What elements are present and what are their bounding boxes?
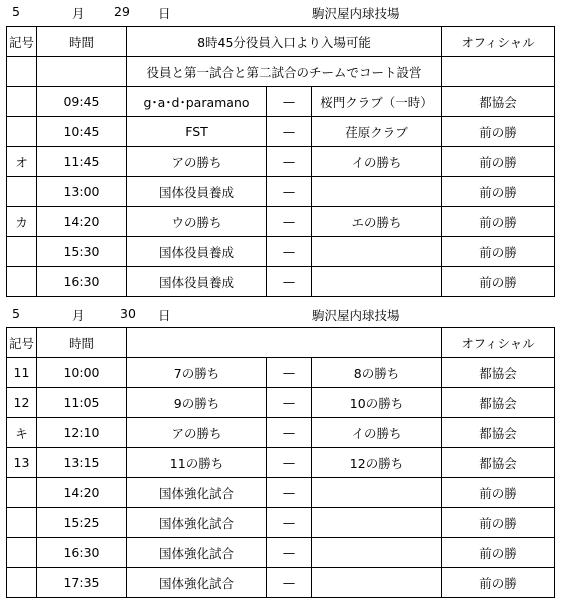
versus-dash: — <box>267 568 312 598</box>
versus-dash: — <box>267 358 312 388</box>
match-row <box>7 388 555 418</box>
code-cell <box>7 117 37 147</box>
column-header-official: オフィシャル <box>442 328 555 358</box>
team-a-cell: アの勝ち <box>127 418 267 448</box>
match-row <box>7 207 555 237</box>
team-a-cell: 9の勝ち <box>127 388 267 418</box>
day-header <box>0 0 563 24</box>
versus-dash: — <box>267 117 312 147</box>
time-cell: 11:05 <box>37 388 127 418</box>
versus-dash: — <box>267 267 312 297</box>
official-cell: 都協会 <box>442 87 555 117</box>
versus-dash: — <box>267 448 312 478</box>
official-cell: 前の勝 <box>442 237 555 267</box>
day-label: 日 <box>158 6 171 21</box>
versus-dash: — <box>267 177 312 207</box>
header-row <box>7 27 555 57</box>
versus-dash: — <box>267 388 312 418</box>
code-cell <box>7 538 37 568</box>
team-b-cell <box>312 478 442 508</box>
official-cell: 前の勝 <box>442 147 555 177</box>
code-cell <box>7 267 37 297</box>
team-b-cell: イの勝ち <box>312 418 442 448</box>
time-cell <box>37 57 127 87</box>
time-cell: 10:45 <box>37 117 127 147</box>
versus-dash: — <box>267 87 312 117</box>
month-number: 5 <box>12 4 20 19</box>
team-a-cell: 国体役員養成 <box>127 237 267 267</box>
code-cell: キ <box>7 418 37 448</box>
team-a-cell: 国体強化試合 <box>127 568 267 598</box>
setup-row <box>7 57 555 87</box>
code-cell: カ <box>7 207 37 237</box>
day-header <box>0 302 563 326</box>
versus-dash: — <box>267 508 312 538</box>
time-cell: 12:10 <box>37 418 127 448</box>
venue-name: 駒沢屋内球技場 <box>312 6 400 21</box>
team-b-cell: 8の勝ち <box>312 358 442 388</box>
entry-notice: 8時45分役員入口より入場可能 <box>127 27 442 57</box>
team-b-cell <box>312 177 442 207</box>
team-a-cell: g･a･d･paramano <box>127 87 267 117</box>
versus-dash: — <box>267 147 312 177</box>
team-a-cell: ウの勝ち <box>127 207 267 237</box>
team-a-cell: 国体強化試合 <box>127 478 267 508</box>
team-a-cell: 国体役員養成 <box>127 177 267 207</box>
official-cell: 前の勝 <box>442 568 555 598</box>
match-row <box>7 177 555 207</box>
official-cell: 都協会 <box>442 418 555 448</box>
official-cell: 都協会 <box>442 388 555 418</box>
column-header-time: 時間 <box>37 328 127 358</box>
code-cell: 12 <box>7 388 37 418</box>
match-row <box>7 267 555 297</box>
code-cell: 11 <box>7 358 37 388</box>
team-b-cell: 10の勝ち <box>312 388 442 418</box>
versus-dash: — <box>267 418 312 448</box>
code-cell <box>7 508 37 538</box>
time-cell: 14:20 <box>37 478 127 508</box>
time-cell: 16:30 <box>37 267 127 297</box>
column-header-code: 記号 <box>7 328 37 358</box>
column-header-time: 時間 <box>37 27 127 57</box>
match-row <box>7 237 555 267</box>
match-row <box>7 87 555 117</box>
match-row <box>7 358 555 388</box>
day-number: 30 <box>120 306 136 321</box>
team-a-cell: 7の勝ち <box>127 358 267 388</box>
code-cell <box>7 568 37 598</box>
team-a-cell: 11の勝ち <box>127 448 267 478</box>
time-cell: 16:30 <box>37 538 127 568</box>
time-cell: 14:20 <box>37 207 127 237</box>
team-b-cell: 12の勝ち <box>312 448 442 478</box>
official-cell: 前の勝 <box>442 267 555 297</box>
versus-dash: — <box>267 538 312 568</box>
column-header-official: オフィシャル <box>442 27 555 57</box>
official-cell: 前の勝 <box>442 117 555 147</box>
team-b-cell: 桜門クラブ（一時） <box>312 87 442 117</box>
team-a-cell: 国体役員養成 <box>127 267 267 297</box>
match-row <box>7 478 555 508</box>
match-row <box>7 538 555 568</box>
team-a-cell: 国体強化試合 <box>127 508 267 538</box>
team-b-cell: エの勝ち <box>312 207 442 237</box>
match-row <box>7 418 555 448</box>
setup-note: 役員と第一試合と第二試合のチームでコート設営 <box>127 57 442 87</box>
venue-name: 駒沢屋内球技場 <box>312 308 400 323</box>
code-cell: オ <box>7 147 37 177</box>
day-number: 29 <box>114 4 130 19</box>
code-cell <box>7 478 37 508</box>
schedule-table <box>6 26 555 297</box>
time-cell: 13:00 <box>37 177 127 207</box>
time-cell: 17:35 <box>37 568 127 598</box>
code-cell <box>7 237 37 267</box>
official-cell: 前の勝 <box>442 207 555 237</box>
team-b-cell <box>312 508 442 538</box>
time-cell: 09:45 <box>37 87 127 117</box>
team-a-cell: FST <box>127 117 267 147</box>
official-cell: 前の勝 <box>442 508 555 538</box>
official-cell: 前の勝 <box>442 478 555 508</box>
team-b-cell <box>312 237 442 267</box>
team-b-cell: イの勝ち <box>312 147 442 177</box>
team-b-cell <box>312 568 442 598</box>
team-a-cell: 国体強化試合 <box>127 538 267 568</box>
schedule-table <box>6 327 555 598</box>
month-label: 月 <box>72 308 85 323</box>
team-b-cell <box>312 267 442 297</box>
team-b-cell: 荏原クラブ <box>312 117 442 147</box>
month-number: 5 <box>12 306 20 321</box>
time-cell: 13:15 <box>37 448 127 478</box>
versus-dash: — <box>267 237 312 267</box>
time-cell: 10:00 <box>37 358 127 388</box>
team-a-cell: アの勝ち <box>127 147 267 177</box>
match-row <box>7 147 555 177</box>
match-row <box>7 448 555 478</box>
entry-notice <box>127 328 442 358</box>
column-header-code: 記号 <box>7 27 37 57</box>
team-b-cell <box>312 538 442 568</box>
official-cell: 前の勝 <box>442 538 555 568</box>
official-cell: 前の勝 <box>442 177 555 207</box>
official-cell <box>442 57 555 87</box>
match-row <box>7 508 555 538</box>
official-cell: 都協会 <box>442 358 555 388</box>
header-row <box>7 328 555 358</box>
versus-dash: — <box>267 207 312 237</box>
code-cell: 13 <box>7 448 37 478</box>
day-label: 日 <box>158 308 171 323</box>
time-cell: 11:45 <box>37 147 127 177</box>
code-cell <box>7 87 37 117</box>
official-cell: 都協会 <box>442 448 555 478</box>
time-cell: 15:25 <box>37 508 127 538</box>
match-row <box>7 117 555 147</box>
versus-dash: — <box>267 478 312 508</box>
match-row <box>7 568 555 598</box>
month-label: 月 <box>72 6 85 21</box>
code-cell <box>7 177 37 207</box>
time-cell: 15:30 <box>37 237 127 267</box>
code-cell <box>7 57 37 87</box>
